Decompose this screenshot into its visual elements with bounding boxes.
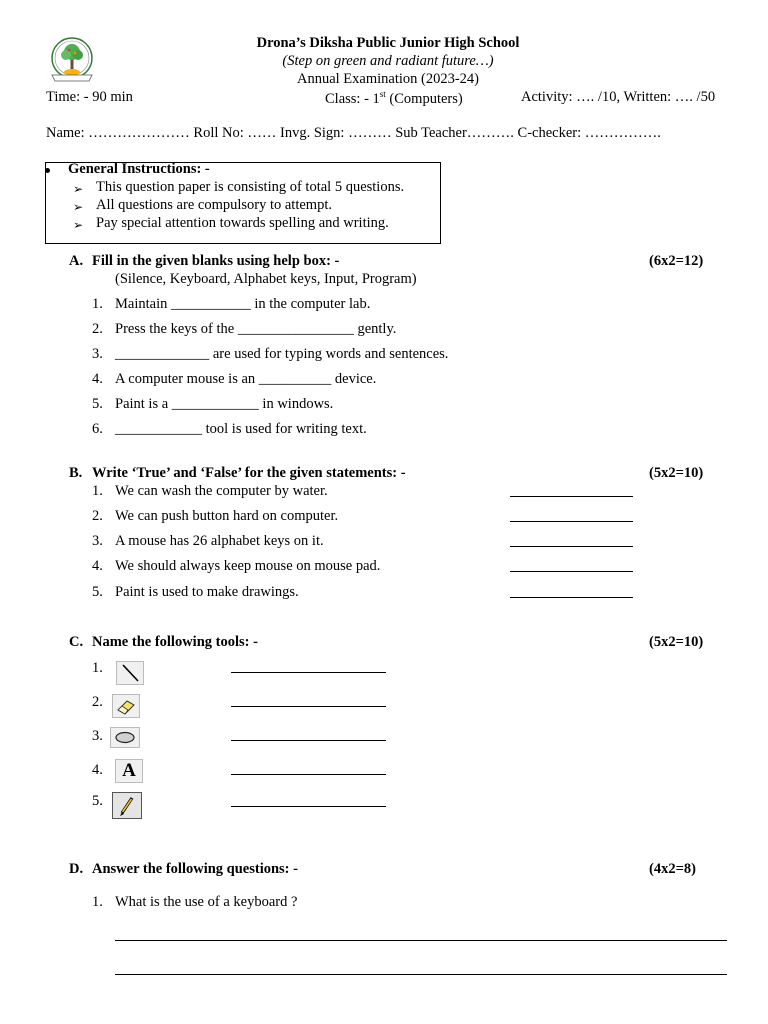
question-text: Paint is a ____________ in windows. [115,396,334,412]
answer-line [510,571,633,572]
question-number: 1. [92,483,103,499]
question-number: 4. [92,762,103,778]
arrow-bullet-icon: ➢ [73,218,84,232]
answer-line [231,774,386,775]
marks-info: Activity: …. /10, Written: …. /50 [521,89,716,105]
answer-line [510,521,633,522]
instruction-item: All questions are compulsory to attempt. [96,197,332,213]
section-d-marks: (4x2=8) [649,861,696,877]
instructions-box [45,162,441,244]
answer-line [231,672,386,673]
question-text: Maintain ___________ in the computer lab. [115,296,371,312]
section-c-title: Name the following tools: - [92,634,258,650]
question-number: 2. [92,321,103,337]
section-d-title: Answer the following questions: - [92,861,298,877]
question-text: Press the keys of the ________________ gently. [115,321,397,337]
question-number: 1. [92,296,103,312]
question-number: 5. [92,793,103,809]
instructions-title: General Instructions: - [68,161,210,177]
time-info: Time: - 90 min [46,89,133,105]
help-box: (Silence, Keyboard, Alphabet keys, Input, Program) [115,271,417,287]
question-number: 1. [92,894,103,910]
section-d-label: D. [69,861,84,877]
question-number: 4. [92,371,103,387]
question-text: _____________ are used for typing words and sentences. [115,346,449,362]
question-text: We should always keep mouse on mouse pad. [115,558,381,574]
question-text: We can push button hard on computer. [115,508,339,524]
student-details-line: Name: ………………… Roll No: …… Invg. Sign: ……… Sub Teacher………. C-checker: ……………. [46,125,661,141]
answer-line [231,740,386,741]
section-b-title: Write ‘True’ and ‘False’ for the given statements: - [92,465,406,481]
question-text: A mouse has 26 alphabet keys on it. [115,533,324,549]
question-number: 3. [92,533,103,549]
answer-line [510,546,633,547]
section-c-marks: (5x2=10) [649,634,704,650]
section-b-label: B. [69,465,83,481]
question-text: A computer mouse is an __________ device. [115,371,377,387]
exam-title: Annual Examination (2023-24) [296,71,479,87]
eraser-tool-icon [112,694,140,718]
section-a-title: Fill in the given blanks using help box: - [92,253,340,269]
text-tool-glyph: A [122,760,136,781]
answer-line [115,974,727,975]
ellipse-tool-icon [110,727,140,748]
answer-line [510,597,633,598]
answer-line [115,940,727,941]
section-a-label: A. [69,253,84,269]
question-text: ____________ tool is used for writing text. [115,421,367,437]
question-number: 5. [92,396,103,412]
class-info: Class: - 1st (Computers) [325,89,463,107]
line-tool-icon [116,661,144,685]
question-number: 4. [92,558,103,574]
question-number: 2. [92,508,103,524]
arrow-bullet-icon: ➢ [73,182,84,196]
section-c-label: C. [69,634,84,650]
question-number: 1. [92,660,103,676]
text-tool-icon [115,759,143,783]
question-text: We can wash the computer by water. [115,483,328,499]
question-text: What is the use of a keyboard ? [115,894,298,910]
arrow-bullet-icon: ➢ [73,200,84,214]
question-number: 2. [92,694,103,710]
answer-line [510,496,633,497]
answer-line [231,706,386,707]
section-b-marks: (5x2=10) [649,465,704,481]
bullet-icon [45,168,50,173]
school-name: Drona’s Diksha Public Junior High School [256,35,520,51]
instruction-item: This question paper is consisting of total 5 questions. [96,179,405,195]
instruction-item: Pay special attention towards spelling and writing. [96,215,389,231]
answer-line [231,806,386,807]
section-a-marks: (6x2=12) [649,253,704,269]
school-motto: (Step on green and radiant future…) [282,53,494,69]
question-number: 3. [92,728,103,744]
question-number: 3. [92,346,103,362]
pencil-tool-icon [112,792,142,819]
question-number: 6. [92,421,103,437]
question-number: 5. [92,584,103,600]
question-text: Paint is used to make drawings. [115,584,299,600]
